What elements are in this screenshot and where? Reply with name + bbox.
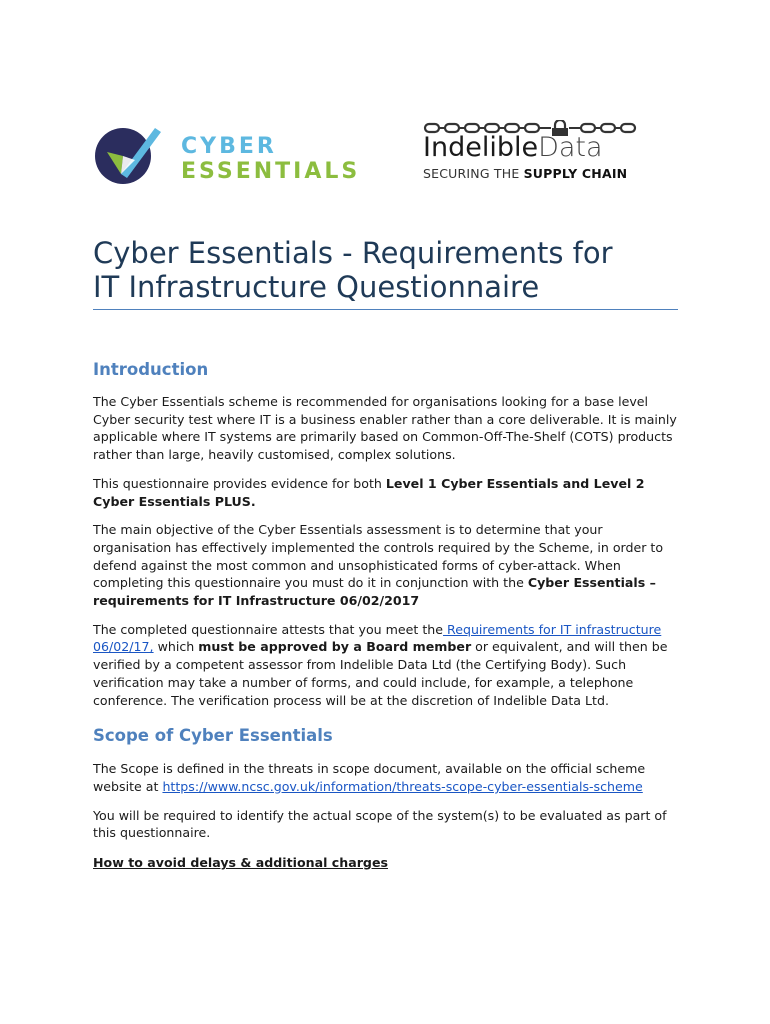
p2-bold: Level 1 Cyber Essentials and Level 2 Cyber Essentials PLUS. [93,475,645,509]
scope-paragraph-2: You will be required to identify the actual scope of the system(s) to be evaluated as part of this questionnaire. [93,807,667,841]
indelible-data-logo [423,118,645,184]
scope-p1-text: The Scope is defined in the threats in scope document, available on the official scheme website at [93,761,646,794]
title-divider [93,309,678,310]
tagline-part2: SUPPLY CHAIN [523,166,628,181]
intro-paragraph-1: The Cyber Essentials scheme is recommended for organisations looking for a base level Cyber security test where IT is a business enabler rather than a core deliverable. It is mainly applicable where IT systems are primarily based on Common-Off-The-Shelf (COTS) products rather than large, heavily customised, complex solutions. [93,394,677,463]
intro-paragraph-4 [93,621,678,710]
p2-text: This questionnaire provides evidence for both [93,475,386,491]
ce-line2: ESSENTIALS [181,159,361,184]
document-title [93,236,678,304]
intro-paragraph-3 [93,521,678,610]
title-line-1: Cyber Essentials - Requirements for [93,236,613,270]
p4-text-b: which [153,639,199,655]
intro-paragraph-2 [93,475,678,510]
indelible-word: Indelible [423,132,539,163]
introduction-heading: Introduction [93,360,209,379]
tagline-part1: SECURING THE [423,166,524,181]
indelible-data-wordmark [423,132,603,164]
p4-text-d: or equivalent, and will then be verified by a competent assessor from Indelible Data Ltd (the Certifying Body). Such verification may take a number of forms, and could include, for example, a telephone conference. The verification process will be at the discretion of Indelible Data Ltd. [93,639,668,708]
requirements-link[interactable]: Requirements for IT infrastructure 06/02/17, [93,621,662,655]
ce-line1: CYBER [181,134,277,159]
scope-paragraph-1 [93,760,678,795]
avoid-delays-text: How to avoid delays & additional charges [93,855,388,871]
p4-bold: must be approved by a Board member [198,639,472,655]
avoid-delays-subheading [93,854,678,872]
p4-text-a: The completed questionnaire attests that you meet the [93,621,444,637]
cyber-essentials-logo [93,122,363,186]
cyber-essentials-check-icon [93,122,165,186]
ncsc-scope-link[interactable]: https://www.ncsc.gov.uk/information/threats-scope-cyber-essentials-scheme [162,778,643,794]
p3-text: The main objective of the Cyber Essentials assessment is to determine that your organisation has effectively implemented the controls required by the Scheme, in order to defend against the most common and unsophisticated forms of cyber-attack. When completing this questionnaire you must do it in conjunction with the [93,522,664,591]
document-body [93,360,678,872]
scope-heading: Scope of Cyber Essentials [93,726,333,746]
cyber-essentials-wordmark [181,134,360,184]
data-word: Data [538,132,603,163]
p3-bold: Cyber Essentials – requirements for IT Infrastructure 06/02/2017 [93,575,656,609]
logo-bar [93,118,678,188]
indelible-tagline [423,166,627,181]
title-line-2: IT Infrastructure Questionnaire [93,270,540,304]
